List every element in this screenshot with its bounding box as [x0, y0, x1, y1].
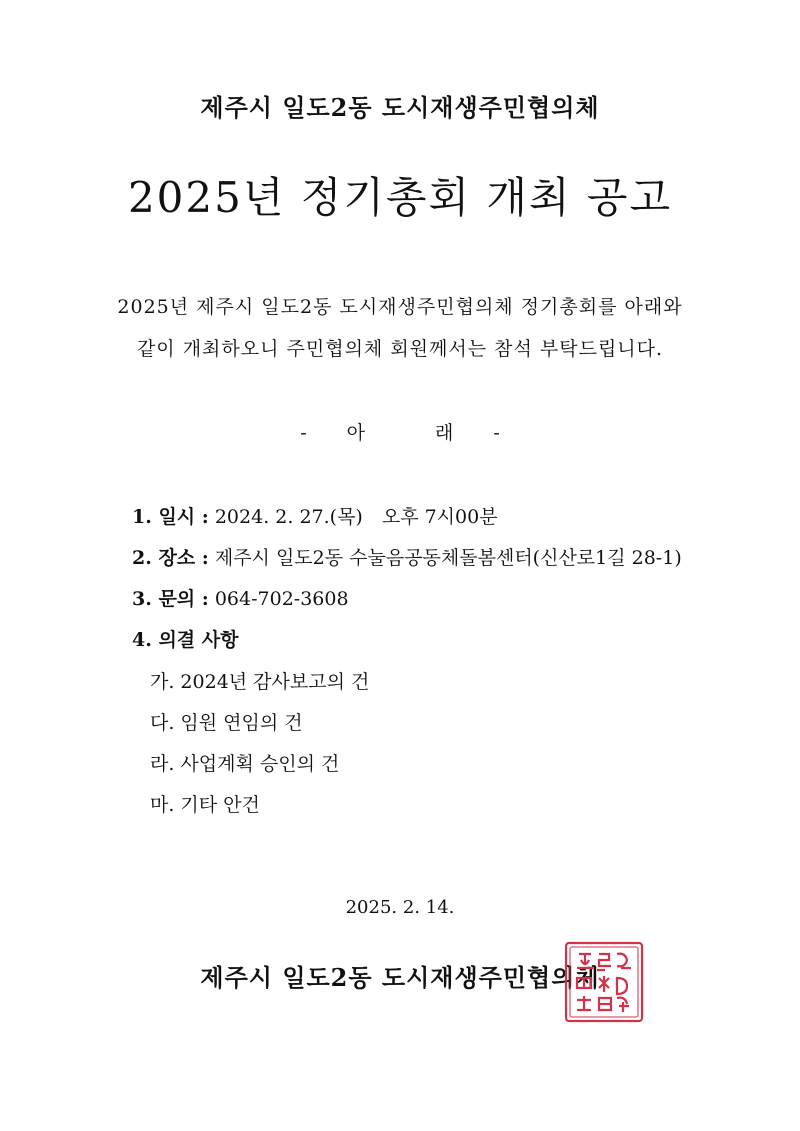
- below-dash-right: -: [493, 422, 500, 444]
- below-word-1: 아: [346, 422, 365, 444]
- below-word-2: 래: [435, 422, 454, 444]
- notice-date: 2025. 2. 14.: [345, 897, 455, 918]
- item-date: [132, 502, 498, 529]
- item-place-label: 2. 장소 :: [132, 547, 209, 569]
- item-place: [132, 543, 682, 570]
- item-agenda-label: 4. 의결 사항: [132, 629, 239, 651]
- organization-footer: 제주시 일도2동 도시재생주민협의체: [200, 963, 600, 992]
- item-inquiry-label: 3. 문의 :: [132, 588, 209, 610]
- item-date-label: 1. 일시 :: [132, 506, 209, 528]
- agenda-item: 가. 2024년 감사보고의 건: [150, 671, 370, 693]
- item-inquiry: [132, 584, 349, 611]
- intro-line-1: 2025년 제주시 일도2동 도시재생주민협의체 정기총회를 아래와: [117, 296, 683, 318]
- item-agenda: [132, 625, 238, 652]
- item-place-value: 제주시 일도2동 수눌음공동체돌봄센터(신산로1길 28-1): [214, 547, 682, 569]
- below-heading: [0, 418, 800, 445]
- intro-line-2: 같이 개최하오니 주민협의체 회원께서는 참석 부탁드립니다.: [136, 338, 664, 360]
- below-dash-left: -: [300, 422, 307, 444]
- organization-header: 제주시 일도2동 도시재생주민협의체: [200, 93, 600, 122]
- agenda-item: 마. 기타 안건: [150, 794, 260, 816]
- agenda-item: 다. 임원 연임의 건: [150, 712, 303, 734]
- agenda-item: 라. 사업계획 승인의 건: [150, 753, 340, 775]
- item-date-value: 2024. 2. 27.(목) 오후 7시00분: [214, 506, 498, 528]
- page-title: 2025년 정기총회 개최 공고: [127, 173, 673, 222]
- item-inquiry-value: 064-702-3608: [214, 588, 349, 610]
- official-seal-icon: [563, 940, 645, 1024]
